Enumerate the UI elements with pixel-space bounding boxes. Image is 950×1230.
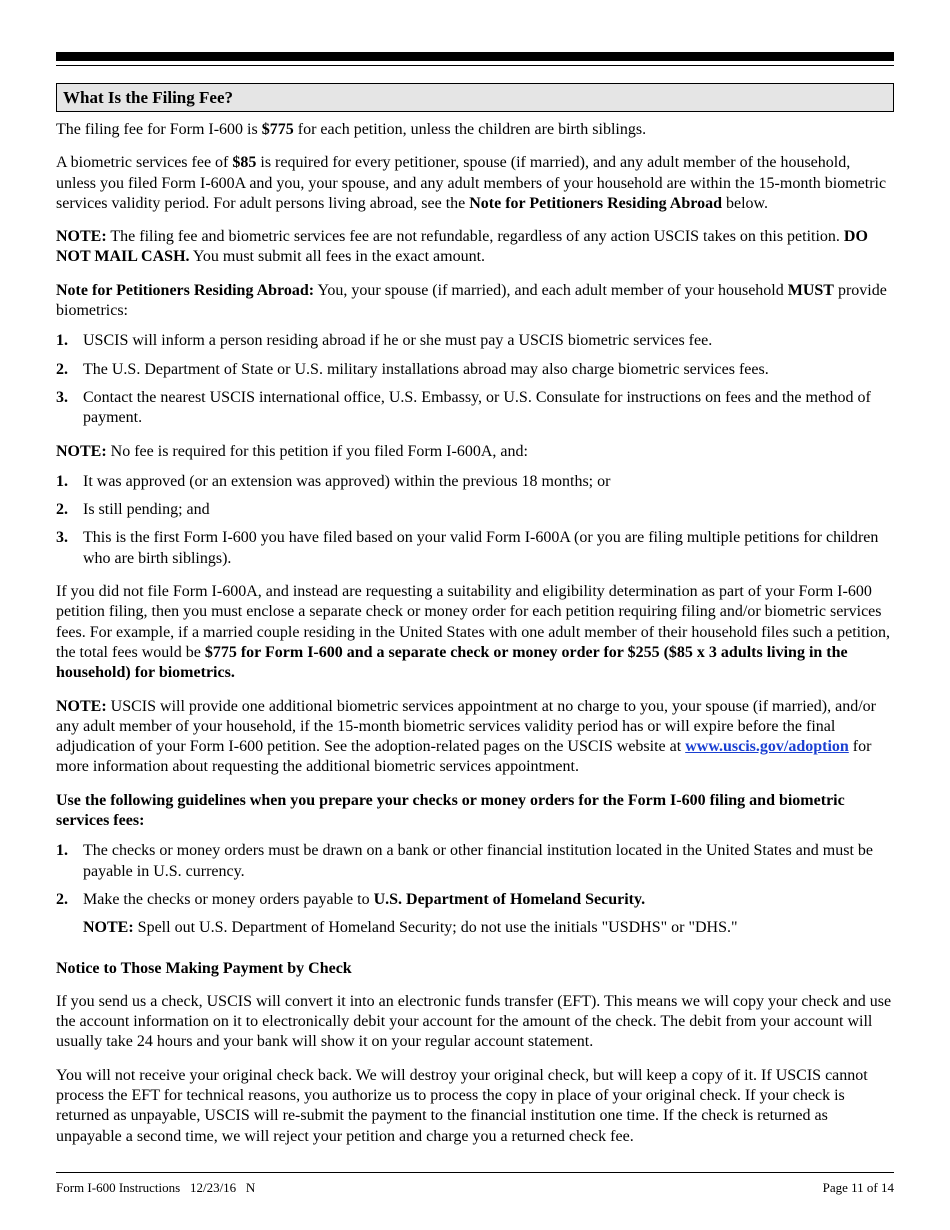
footer-page-number: Page 11 of 14 [822, 1180, 894, 1195]
top-thick-rule [56, 52, 894, 61]
footer-rule [56, 1172, 894, 1173]
separate-check-paragraph: If you did not file Form I-600A, and instead are requesting a suitability and eligibility determination as part of your Form I-600 petition filing, then you must enclose a separate check or money order for each petition requiring filing and/or biometric services fees. For example, if a married couple residing in the United States with one adult member of their household files such a petition, the total fees would be $775 for Form I-600 and a separate check or money order for $255 ($85 x 3 adults living in the household) for biometrics. [56, 583, 890, 682]
list-item: 1. The checks or money orders must be drawn on a bank or other financial institution located in the United States and must be payable in U.S. currency. [56, 842, 874, 880]
initials-note: NOTE: Spell out U.S. Department of Homeland Security; do not use the initials "USDHS" or "DHS." [83, 919, 738, 937]
list-item: 2. Make the checks or money orders payable to U.S. Department of Homeland Security. [56, 890, 646, 908]
refund-note: NOTE: The filing fee and biometric services fee are not refundable, regardless of any action USCIS takes on this petition. DO NOT MAIL CASH. You must submit all fees in the exact amount. [56, 228, 868, 266]
list-item: 2. The U.S. Department of State or U.S. military installations abroad may also charge biometric services fees. [56, 360, 769, 378]
additional-appointment-note: NOTE: USCIS will provide one additional biometric services appointment at no charge to you, your spouse (if married), and/or any adult member of your household, if the 15-month biometric services validity period has or will expire before the final adjudication of your Form I-600 petition. See the adoption-related pages on the USCIS website at www.uscis.gov/adoption for more information about requesting the additional biometric services appointment. [56, 697, 876, 776]
no-fee-list [56, 472, 894, 569]
guidelines-list [56, 841, 894, 938]
eft-paragraph: If you send us a check, USCIS will convert it into an electronic funds transfer (EFT). This means we will copy your check and use the account information on it to electronically debit your account for the amount of the check. The debit from your account will usually take 24 hours and your bank will show it on your regular account statement. [56, 992, 892, 1051]
biometric-fee-paragraph: A biometric services fee of $85 is required for every petitioner, spouse (if married), and any adult member of the household, unless you filed Form I-600A and you, your spouse, and any adult members of your household are within the 15-month biometric services validity period. For adult persons living abroad, see the Note for Petitioners Residing Abroad below. [56, 154, 887, 212]
list-item: 3. This is the first Form I-600 you have filed based on your valid Form I-600A (or you are filing multiple petitions for children who are birth siblings). [56, 529, 879, 567]
guidelines-heading: Use the following guidelines when you prepare your checks or money orders for the Form I-600 filing and biometric services fees: [56, 791, 845, 830]
filing-fee-paragraph: The filing fee for Form I-600 is $775 for each petition, unless the children are birth siblings. [56, 121, 647, 138]
abroad-note: Note for Petitioners Residing Abroad: You, your spouse (if married), and each adult member of your household MUST provide biometrics: [56, 281, 887, 320]
returned-check-paragraph: You will not receive your original check back. We will destroy your original check, but will keep a copy of it. If USCIS cannot process the EFT for technical reasons, you authorize us to process the copy in place of your original check. If your check is returned as unpayable, USCIS will re-submit the payment to the financial institution one time. If the check is returned as unpayable a second time, we will reject your petition and charge you a returned check fee. [56, 1066, 868, 1145]
main-content [56, 83, 894, 1147]
no-fee-note: NOTE: No fee is required for this petition if you filed Form I-600A, and: [56, 442, 528, 460]
abroad-list [56, 331, 894, 428]
list-item: 3. Contact the nearest USCIS international office, U.S. Embassy, or U.S. Consulate for instructions on fees and the method of payment. [56, 388, 871, 427]
list-item: 1. It was approved (or an extension was approved) within the previous 18 months; or [56, 472, 611, 490]
uscis-adoption-link[interactable]: www.uscis.gov/adoption [685, 738, 849, 756]
list-item: 2. Is still pending; and [56, 501, 210, 519]
footer-form-id: Form I-600 Instructions 12/23/16 N [56, 1180, 256, 1195]
list-item: 1. USCIS will inform a person residing abroad if he or she must pay a USCIS biometric services fee. [56, 332, 713, 350]
check-notice-heading: Notice to Those Making Payment by Check [56, 959, 352, 977]
section-title: What Is the Filing Fee? [56, 83, 894, 112]
top-thin-rule [56, 65, 894, 66]
